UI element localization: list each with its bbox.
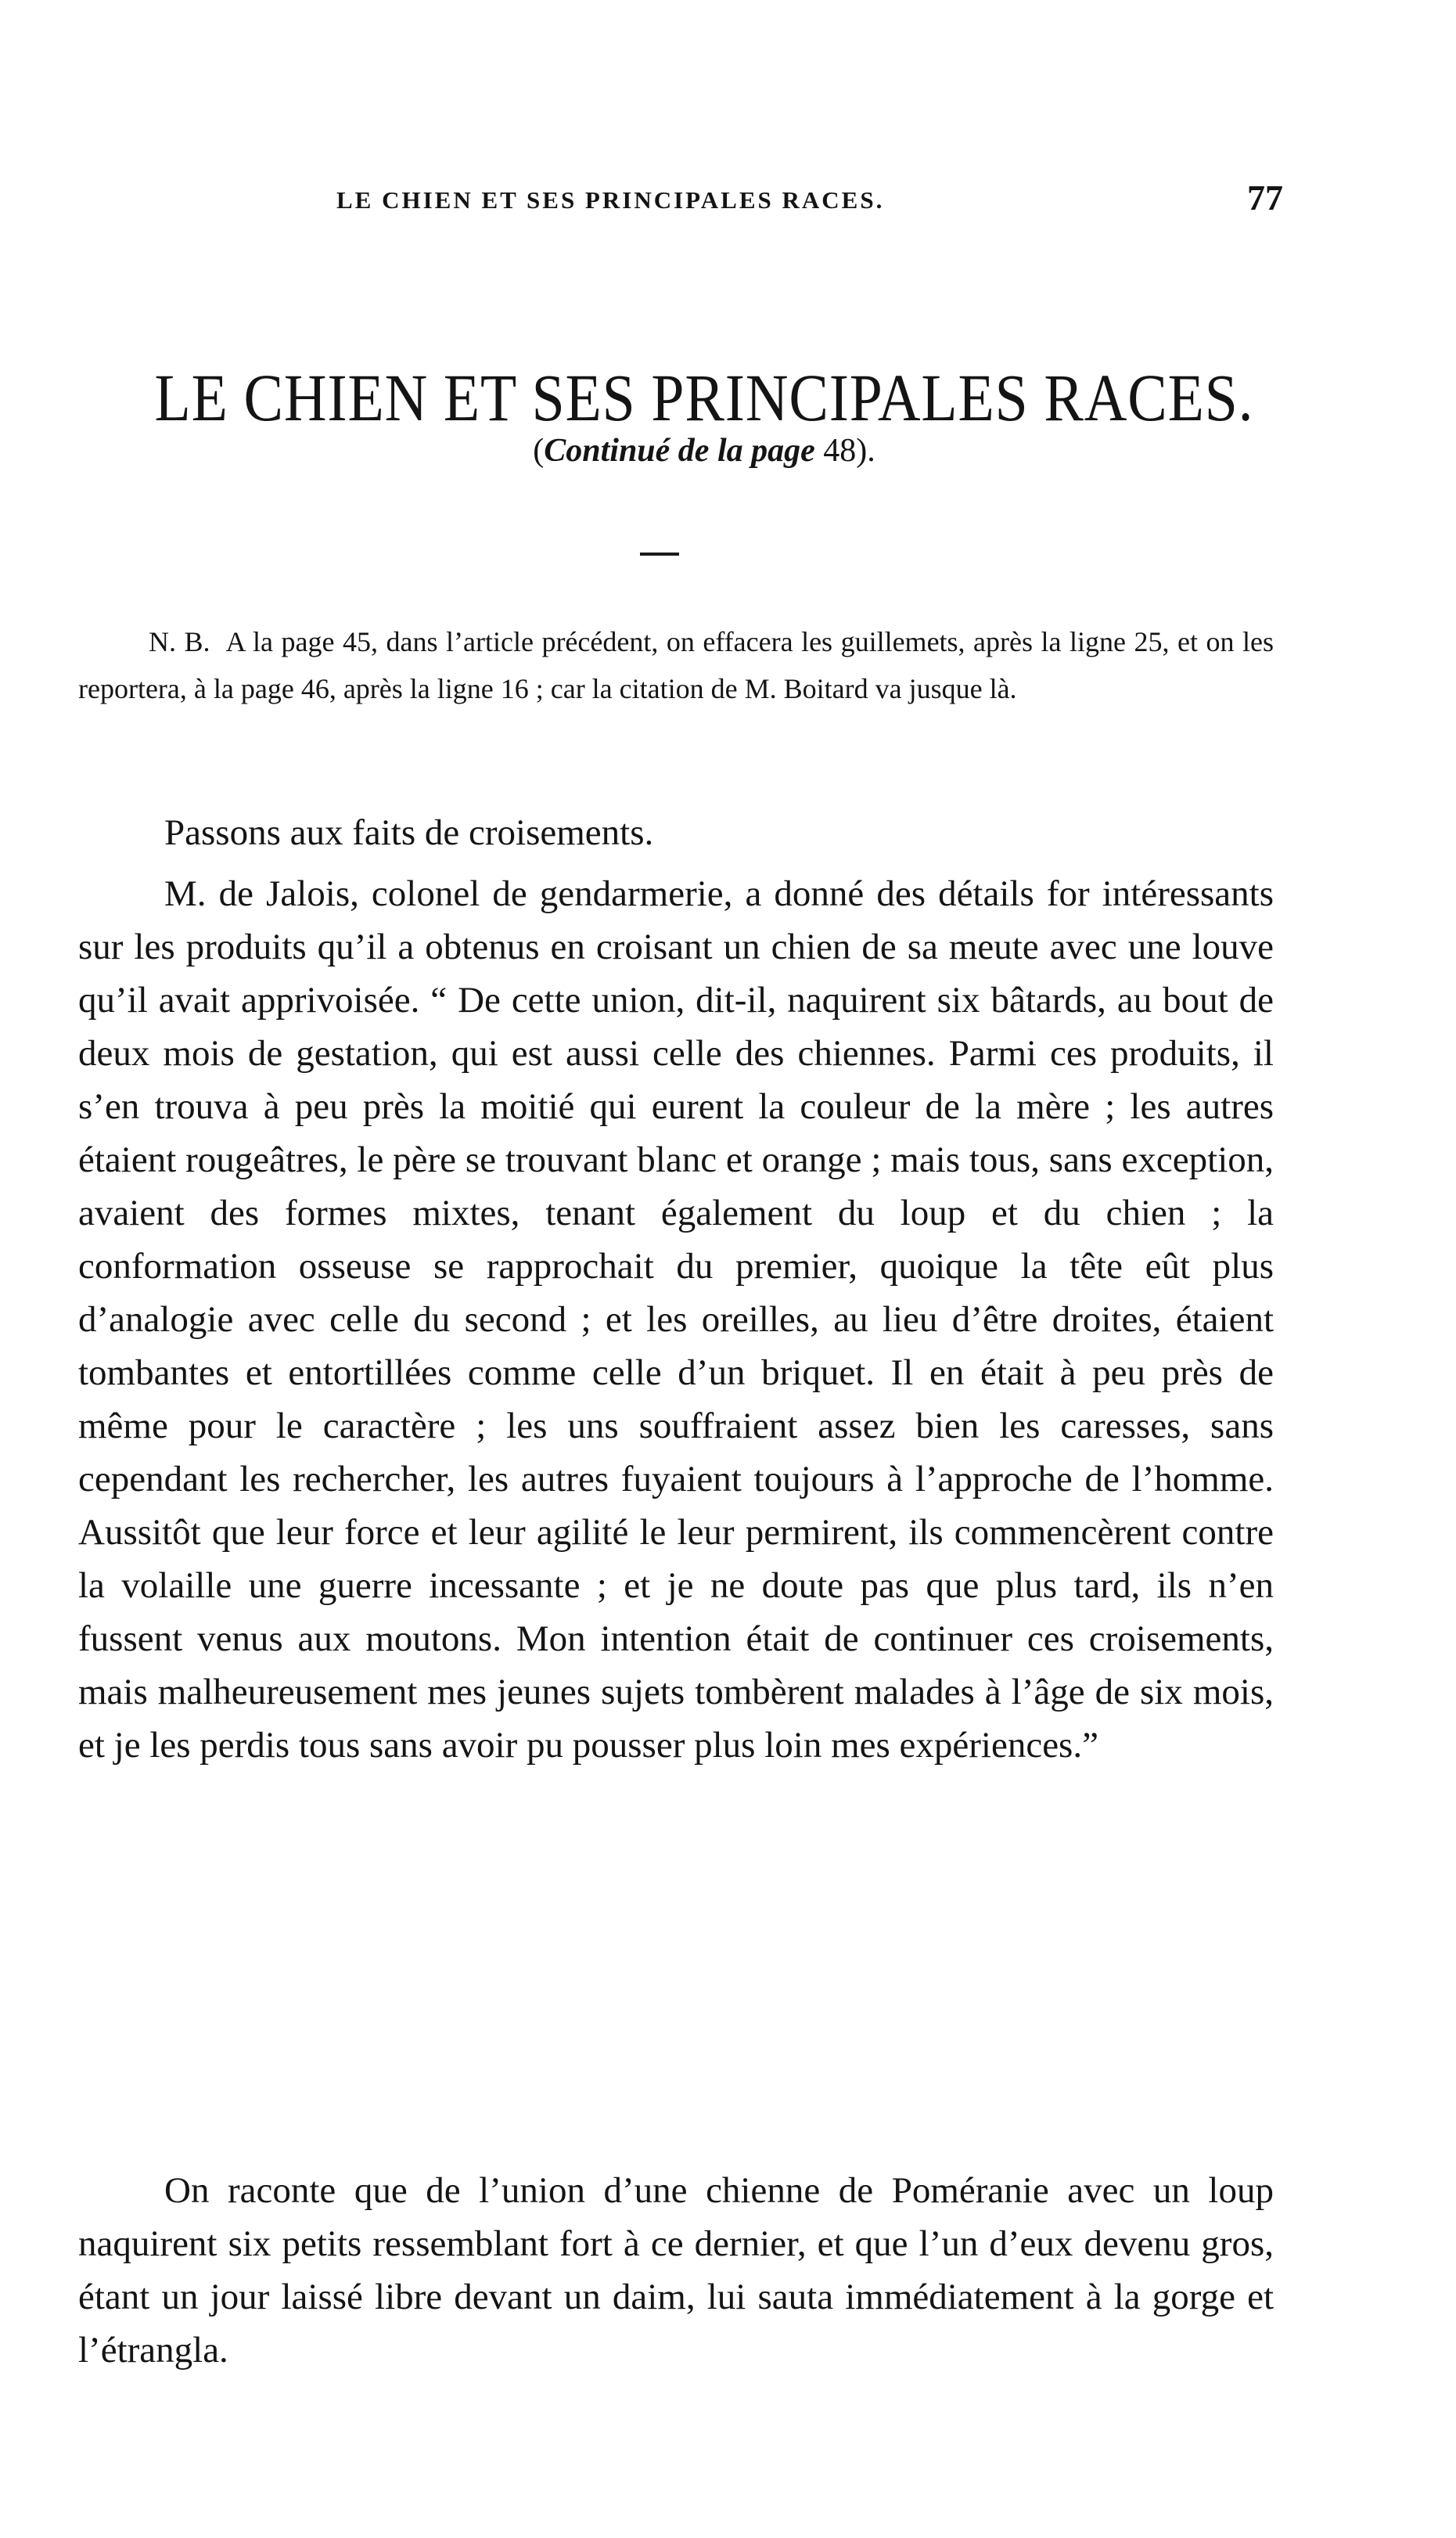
- continued-suffix: 48).: [814, 433, 875, 469]
- note-text: A la page 45, dans l’article précédent, on effacera les guillemets, après la ligne 25, et on les reportera, à la page 46, après la ligne 16 ; car la citation de M. Boitard va jusque là.: [78, 626, 1274, 704]
- title-rule: [640, 553, 679, 556]
- continued-note: [235, 432, 1174, 470]
- continued-italic: Continué de la page: [544, 433, 815, 469]
- paragraph-1: Passons aux faits de croisements.: [164, 812, 654, 853]
- paragraph-3: On raconte que de l’union d’une chienne de Poméranie avec un loup naquirent six petits ressemblant fort à ce dernier, et que l’un d’eux devenu gros, étant un jour laissé libre devant un daim, lui sauta immédiatement à la gorge et l’étrangla.: [78, 2170, 1274, 2371]
- editorial-note: [78, 618, 1274, 712]
- paragraph-2: M. de Jalois, colonel de gendarmerie, a donné des détails for intéressants sur les produits qu’il a obtenus en croisant un chien de sa meute avec une louve qu’il avait apprivoisée. “ De cette union, dit-il, naquirent six bâtards, au bout de deux mois de gestation, qui est aussi celle des chiennes. Parmi ces produits, il s’en trouva à peu près la moitié qui eurent la couleur de la mère ; les autres étaient rougeâtres, le père se trouvant blanc et orange ; mais tous, sans exception, avaient des formes mixtes, tenant également du loup et du chien ; la conformation osseuse se rapprochait du premier, quoique la tête eût plus d’analogie avec celle du second ; et les oreilles, au lieu d’être droites, étaient tombantes et entortillées comme celle d’un briquet. Il en était à peu près de même pour le caractère ; les uns souffraient assez bien les caresses, sans cependant les rechercher, les autres fuyaient toujours à l’approche de l’homme. Aussitôt que leur force et leur agilité le leur permirent, ils commencèrent contre la volaille une guerre incessante ; et je ne doute pas que plus tard, ils n’en fussent venus aux moutons. Mon intention était de continuer ces croisements, mais malheureusement mes jeunes sujets tombèrent malades à l’âge de six mois, et je les perdis tous sans avoir pu pousser plus loin mes expériences.”: [78, 873, 1274, 1766]
- page-number: 77: [1247, 178, 1283, 218]
- running-head: LE CHIEN ET SES PRINCIPALES RACES.: [336, 186, 885, 214]
- article-title: LE CHIEN ET SES PRINCIPALES RACES.: [154, 359, 1254, 435]
- continued-prefix: (: [533, 433, 545, 469]
- note-label: N. B.: [149, 626, 210, 657]
